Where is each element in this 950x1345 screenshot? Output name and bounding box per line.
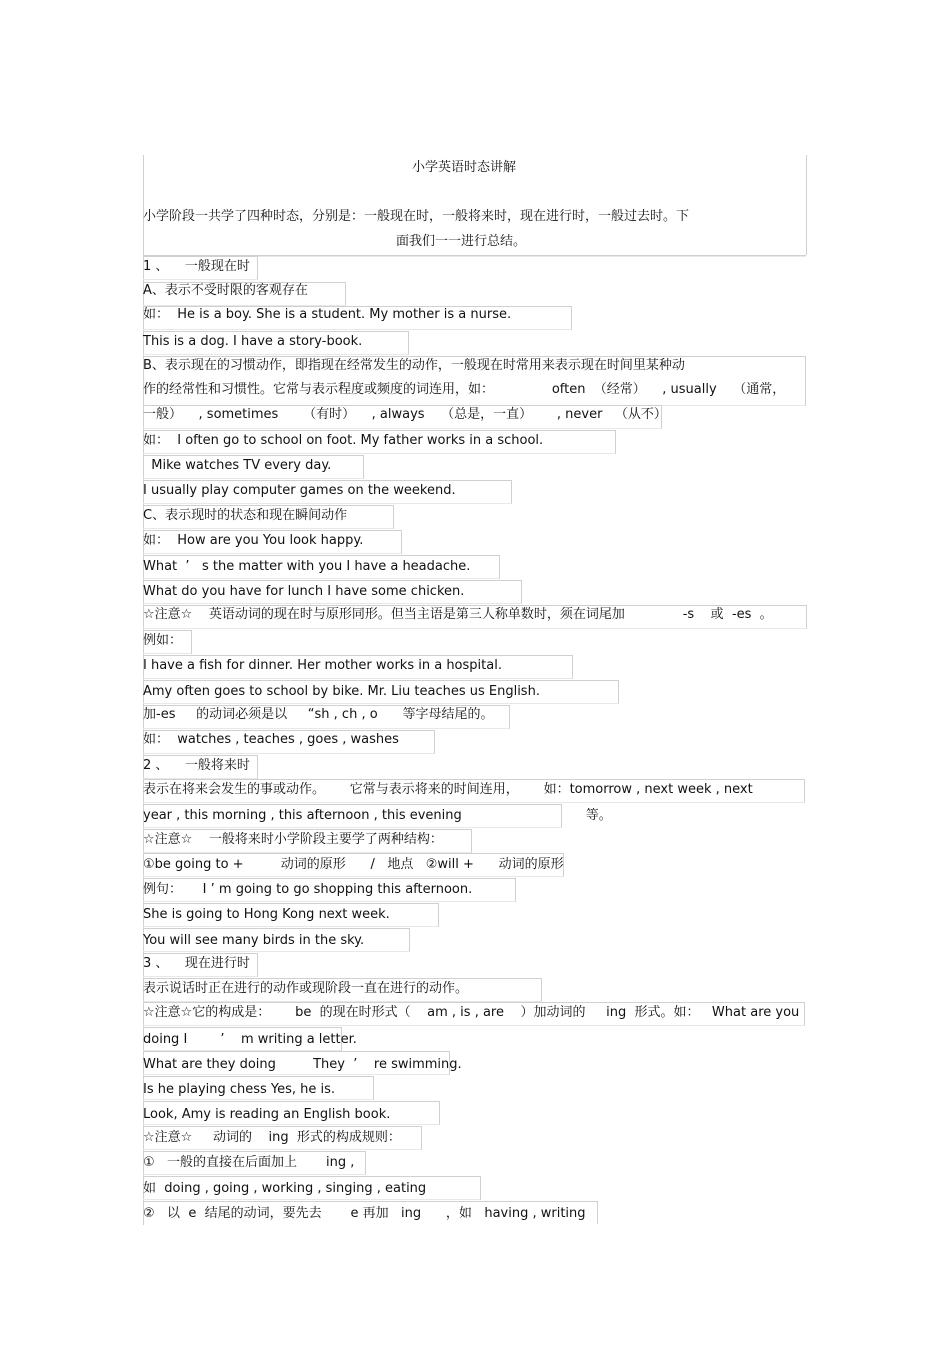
text-line: ② 以 e 结尾的动词，要先去 e 再加 ing ，如 having , writing xyxy=(143,1206,586,1221)
text-line: 例如： xyxy=(143,633,183,648)
page-right-rule xyxy=(806,155,807,255)
text-line: She is going to Hong Kong next week. xyxy=(143,907,390,922)
text-line: 表示说话时正在进行的动作或现阶段一直在进行的动作。 xyxy=(143,981,469,996)
text-line: year , this morning , this afternoon , this evening 等。 xyxy=(143,808,612,823)
text-line: A、表示不受时限的客观存在 xyxy=(143,283,308,298)
intro-line-1: 小学阶段一共学了四种时态，分别是：一般现在时，一般将来时，现在进行时，一般过去时。下 xyxy=(143,209,690,224)
text-line: 如 doing , going , working , singing , eating xyxy=(143,1181,427,1196)
text-line: Is he playing chess Yes, he is. xyxy=(143,1082,336,1097)
text-line: B、表示现在的习惯动作，即指现在经常发生的动作，一般现在时常用来表示现在时间里某种动 xyxy=(143,358,685,373)
text-line: Amy often goes to school by bike. Mr. Liu teaches us English. xyxy=(143,684,540,699)
text-line: I usually play computer games on the weekend. xyxy=(143,483,456,498)
note-line: ☆注意☆ 英语动词的现在时与原形同形。但当主语是第三人称单数时，须在词尾加 -s 或 -es 。 xyxy=(143,607,773,622)
text-line: I have a fish for dinner. Her mother works in a hospital. xyxy=(143,658,502,673)
text-line: 一般） , sometimes （有时） , always （总是，一直） , never （从不） xyxy=(143,407,667,422)
text-line: doing I ’ m writing a letter. xyxy=(143,1032,357,1047)
section-heading-present-continuous: 3 、 现在进行时 xyxy=(143,956,250,971)
text-line: You will see many birds in the sky. xyxy=(143,933,365,948)
text-line: What ’ s the matter with you I have a headache. xyxy=(143,559,471,574)
section-heading-future-simple: 2 、 一般将来时 xyxy=(143,758,250,773)
text-line: ①be going to + 动词的原形 / 地点 ②will + 动词的原形 xyxy=(143,857,564,872)
text-line: 如： watches , teaches , goes , washes xyxy=(143,732,399,747)
document-title: 小学英语时态讲解 xyxy=(412,160,517,175)
text-line: 如： I often go to school on foot. My father works in a school. xyxy=(143,433,544,448)
text-line: 例句： I ’ m going to go shopping this afternoon. xyxy=(143,882,473,897)
text-line: What are they doing They ’ re swimming. xyxy=(143,1057,462,1072)
text-line: What do you have for lunch I have some chicken. xyxy=(143,584,465,599)
text-line: 加-es 的动词必须是以 “sh , ch , o 等字母结尾的。 xyxy=(143,707,494,722)
text-line: 如： He is a boy. She is a student. My mother is a nurse. xyxy=(143,307,512,322)
section-heading-present-simple: 1 、 一般现在时 xyxy=(143,259,250,274)
text-line: Look, Amy is reading an English book. xyxy=(143,1107,391,1122)
note-line: ☆注意☆ 动词的 ing 形式的构成规则： xyxy=(143,1130,401,1145)
note-line: ☆注意☆它的构成是： be 的现在时形式（ am , is , are ）加动词的 ing 形式。如： What are you xyxy=(143,1005,800,1020)
text-line: 如： How are you You look happy. xyxy=(143,533,364,548)
text-line: This is a dog. I have a story-book. xyxy=(143,334,363,349)
note-line: ☆注意☆ 一般将来时小学阶段主要学了两种结构： xyxy=(143,832,443,847)
text-line: C、表示现时的状态和现在瞬间动作 xyxy=(143,508,348,523)
text-line: 作的经常性和习惯性。它常与表示程度或频度的词连用，如： often （经常） , usually （通常， xyxy=(143,382,786,397)
text-line: ① 一般的直接在后面加上 ing , xyxy=(143,1155,355,1170)
text-line: Mike watches TV every day. xyxy=(143,458,332,473)
text-line: 表示在将来会发生的事或动作。 它常与表示将来的时间连用， 如：tomorrow , next week , next xyxy=(143,782,753,797)
intro-line-2: 面我们一一进行总结。 xyxy=(396,234,527,249)
